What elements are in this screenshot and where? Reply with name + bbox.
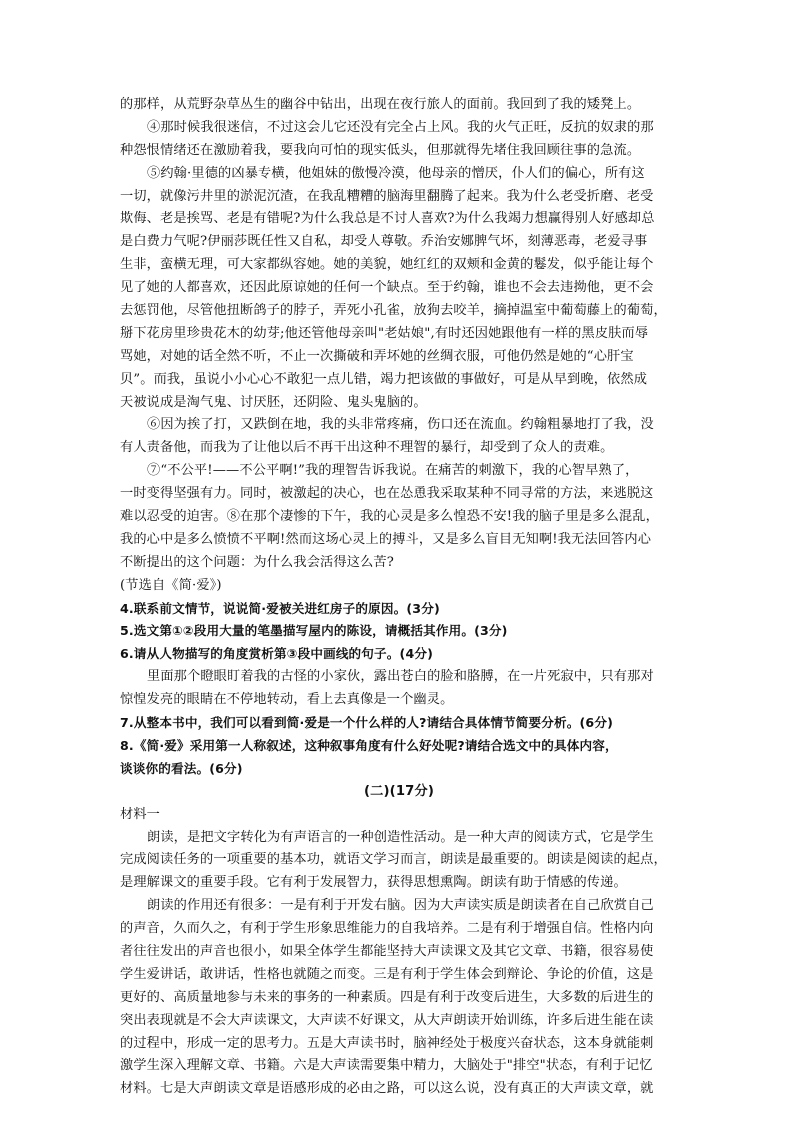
material-line: 的过程中，形成一定的思考力。五是大声读书时，脑神经处于极度兴奋状态，这本身就能刺 (120, 1035, 654, 1051)
document-page (120, 94, 678, 1101)
passage-line: ⑦“不公平!——不公平啊!”我的理智告诉我说。在痛苦的刺激下，我的心智早熟了， (147, 463, 639, 479)
passage-line: 的那样，从荒野杂草丛生的幽谷中钻出，出现在夜行旅人的面前。我回到了我的矮凳上。 (120, 97, 641, 112)
material-line: 是理解课文的重要手段。它有利于发展智力，获得思想熏陶。朗读有助于情感的传递。 (120, 875, 627, 891)
material-line: 朗读的作用还有很多：一是有利于开发右脑。因为大声读实质是朗读者在自己欣赏自己 (147, 898, 654, 914)
passage-source: (节选自《简·爱》) (120, 577, 222, 593)
material-line: 材料。七是大声朗读文章是语感形成的必由之路，可以这么说，没有真正的大声读文章，就 (120, 1081, 654, 1097)
question-6-quote: 惊惶发亮的眼睛在不停地转动，看上去真像是一个幽灵。 (120, 692, 454, 708)
passage-line: 不断提出的这个问题：为什么我会活得这么苦? (120, 554, 394, 570)
passage-line: 生非，蛮横无理，可大家都纵容她。她的美貌，她红红的双颊和金黄的鬈发，似乎能让每个 (120, 257, 654, 273)
passage-line: ⑤约翰·里德的凶暴专横，他姐妹的傲慢冷漠，他母亲的憎厌，仆人们的偏心，所有这 (147, 165, 645, 181)
passage-line: 一切，就像污井里的淤泥沉渣，在我乱糟糟的脑海里翻腾了起来。我为什么老受折磨、老受 (120, 188, 654, 204)
material-line: 者往往发出的声音也很小，如果全体学生都能坚持大声读课文及其它文章、书籍，很容易使 (120, 943, 654, 959)
passage-line: ⑥因为挨了打，又跌倒在地，我的头非常疼痛，伤口还在流血。约翰粗暴地打了我，没 (147, 417, 654, 433)
material-line: 学生爱讲话，敢讲话，性格也就随之而变。三是有利于学生体会到辩论、争论的价值，这是 (120, 966, 654, 982)
material-line: 的声音，久而久之，有利于学生形象思维能力的自我培养。二是有利于增强自信。性格内向 (120, 921, 654, 937)
passage-line: 难以忍受的迫害。⑧在那个凄惨的下午，我的心灵是多么惶恐不安!我的脑子里是多么混乱， (120, 509, 659, 525)
passage-line: 种怨恨情绪还在激励着我，要我向可怕的现实低头，但那就得先堵住我回顾往事的急流。 (120, 142, 641, 158)
section-heading: (二)(17分) (363, 783, 435, 799)
question-6: 6.请从人物描写的角度赏析第③段中画线的句子。(4分) (120, 646, 434, 662)
passage-line: 骂她，对她的话全然不听，不止一次撕破和弄坏她的丝绸衣服，可他仍然是她的“心肝宝 (120, 348, 634, 364)
passage-line: 贝”。而我，虽说小小心心不敢犯一点儿错，竭力把该做的事做好，可是从早到晚，依然成 (120, 371, 648, 387)
material-line: 更好的、高质量地参与未来的事务的一种素质。四是有利于改变后进生，大多数的后进生的 (120, 989, 654, 1005)
material-line: 完成阅读任务的一项重要的基本功，就语文学习而言，朗读是最重要的。朗读是阅读的起点， (120, 852, 667, 868)
question-6-quote: 里面那个瞪眼盯着我的古怪的小家伙，露出苍白的脸和胳膊，在一片死寂中，只有那对 (147, 669, 654, 685)
passage-line: 去惩罚他，尽管他扭断鸽子的脖子，弄死小孔雀，放狗去咬羊，摘掉温室中葡萄藤上的葡萄， (120, 303, 667, 319)
question-8-continued: 谈谈你的看法。(6分) (120, 760, 243, 776)
passage-line: 我的心中是多么愤愤不平啊!然而这场心灵上的搏斗，又是多么盲目无知啊!我无法回答内心 (120, 531, 652, 547)
passage-line: 一时变得坚强有力。同时，被激起的决心，也在怂恿我采取某种不同寻常的方法，来逃脱这 (120, 486, 654, 502)
question-5: 5.选文第①②段用大量的笔墨描写屋内的陈设，请概括其作用。(3分) (120, 623, 508, 639)
material-label: 材料一 (120, 806, 161, 822)
passage-line: 掰下花房里珍贵花木的幼芽;他还管他母亲叫"老姑娘",有时还因她跟他有一样的黑皮肤而辱 (120, 325, 649, 341)
passage-line: 欺侮、老是挨骂、老是有错呢?为什么我总是不讨人喜欢?为什么我竭力想赢得别人好感却总 (120, 211, 655, 227)
question-4: 4.联系前文情节，说说简·爱被关进红房子的原因。(3分) (120, 600, 440, 616)
passage-line: 是白费力气呢?伊丽莎既任性又自私，却受人尊敬。乔治安娜脾气坏，刻薄恶毒，老爱寻事 (120, 234, 648, 250)
question-7: 7.从整本书中，我们可以看到简·爱是一个什么样的人?请结合具体情节简要分析。(6分) (120, 715, 613, 731)
passage-line: 天被说成是淘气鬼、讨厌胚，还阴险、鬼头鬼脑的。 (120, 394, 427, 410)
material-line: 激学生深入理解文章、书籍。六是大声读需要集中精力，大脑处于"排空"状态，有利于记忆 (120, 1058, 653, 1074)
material-line: 突出表现就是不会大声读课文，大声读不好课文，从大声朗读开始训练，许多后进生能在读 (120, 1012, 654, 1028)
passage-line: 有人责备他，而我为了让他以后不再干出这种不理智的暴行，却受到了众人的责难。 (120, 440, 614, 456)
passage-line: 见了她的人都喜欢，还因此原谅她的任何一个缺点。至于约翰，谁也不会去违拗他，更不会 (120, 280, 654, 296)
passage-line: ④那时候我很迷信，不过这会儿它还没有完全占上风。我的火气正旺，反抗的奴隶的那 (147, 119, 654, 135)
material-line: 朗读，是把文字转化为有声语言的一种创造性活动。是一种大声的阅读方式，它是学生 (147, 829, 654, 845)
question-8: 8.《简·爱》采用第一人称叙述，这种叙事角度有什么好处呢?请结合选文中的具体内容， (120, 737, 618, 753)
